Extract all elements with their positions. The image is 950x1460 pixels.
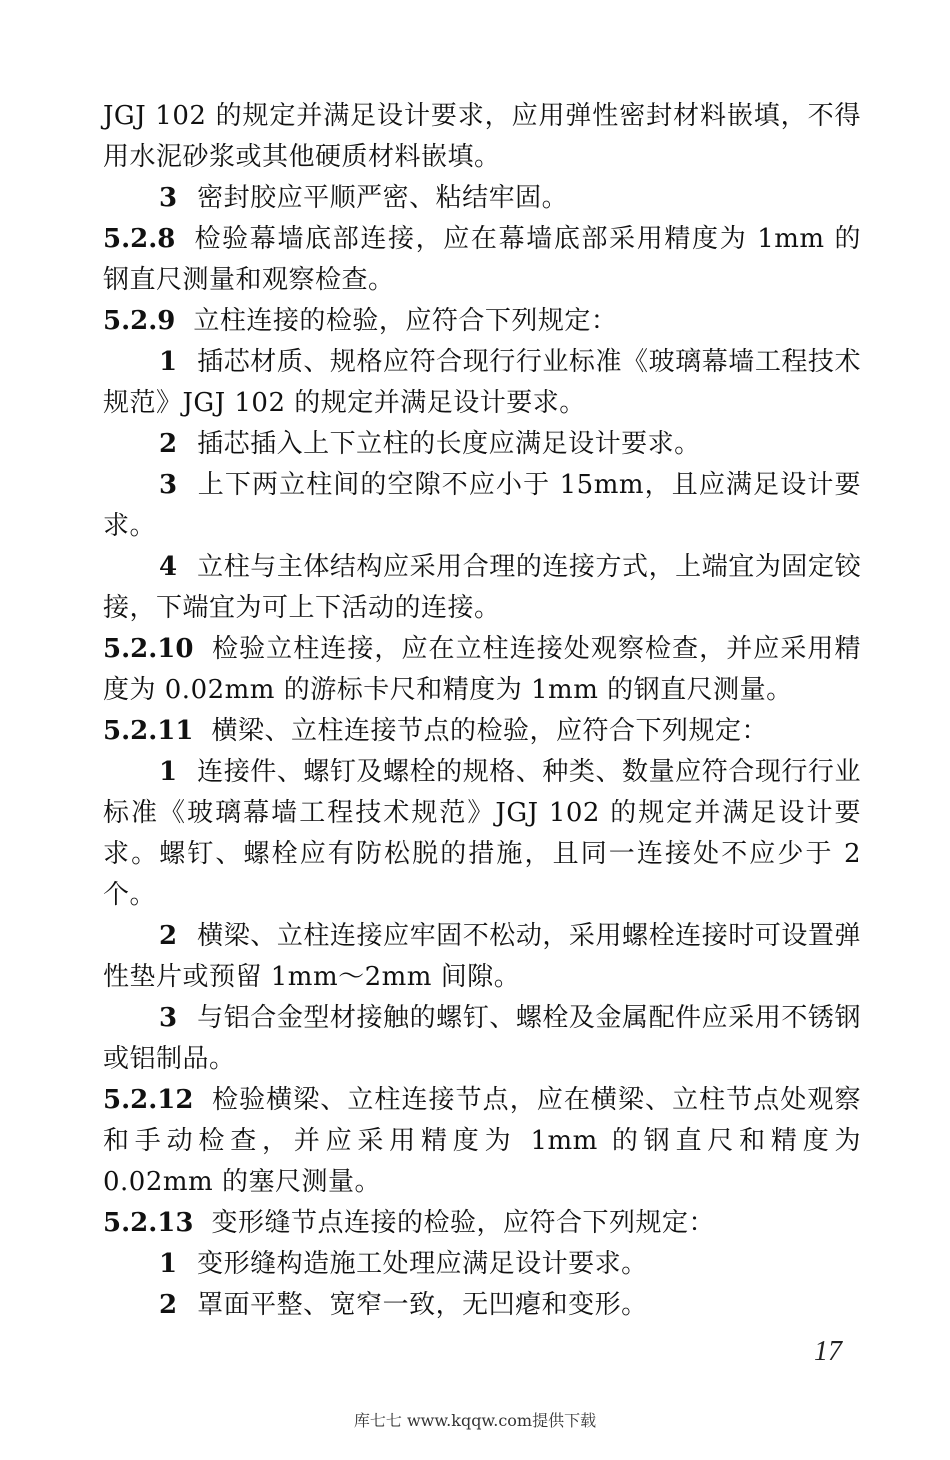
paragraph-text: 插芯插入上下立柱的长度应满足设计要求。 (197, 429, 701, 459)
list-item-paragraph (103, 424, 861, 465)
item-number: 3 (159, 470, 178, 500)
paragraph-text: 密封胶应平顺严密、粘结牢固。 (197, 183, 569, 213)
item-number: 2 (159, 921, 178, 951)
list-item-paragraph (103, 916, 861, 998)
list-item-paragraph (103, 1285, 861, 1326)
clause-paragraph (103, 1080, 861, 1203)
continuation-paragraph (103, 96, 861, 178)
list-item-paragraph (103, 178, 861, 219)
list-item-paragraph (103, 465, 861, 547)
item-number: 1 (159, 757, 178, 787)
paragraph-text: 检验横梁、立柱连接节点，应在横梁、立柱节点处观察和手动检查，并应采用精度为 1mm 的钢直尺和精度为 0.02mm 的塞尺测量。 (103, 1085, 861, 1197)
clause-number: 5.2.8 (103, 224, 176, 254)
clause-number: 5.2.11 (103, 716, 194, 746)
paragraph-text: 检验幕墙底部连接，应在幕墙底部采用精度为 1mm 的钢直尺测量和观察检查。 (103, 224, 861, 295)
list-item-paragraph (103, 342, 861, 424)
paragraph-text: 检验立柱连接，应在立柱连接处观察检查，并应采用精度为 0.02mm 的游标卡尺和精度为 1mm 的钢直尺测量。 (103, 634, 861, 705)
paragraph-text: JGJ 102 的规定并满足设计要求，应用弹性密封材料嵌填，不得用水泥砂浆或其他硬质材料嵌填。 (103, 101, 861, 172)
clause-paragraph (103, 711, 861, 752)
clause-number: 5.2.13 (103, 1208, 194, 1238)
paragraph-text: 变形缝构造施工处理应满足设计要求。 (197, 1249, 648, 1279)
body-text (103, 96, 861, 1326)
footer-watermark-text: 库七七 www.kqqw.com提供下载 (353, 1411, 597, 1430)
paragraph-text: 插芯材质、规格应符合现行行业标准《玻璃幕墙工程技术规范》JGJ 102 的规定并满足设计要求。 (103, 347, 861, 418)
paragraph-text: 上下两立柱间的空隙不应小于 15mm，且应满足设计要求。 (103, 470, 861, 541)
clause-paragraph (103, 1203, 861, 1244)
paragraph-text: 变形缝节点连接的检验，应符合下列规定： (211, 1208, 715, 1238)
list-item-paragraph (103, 752, 861, 916)
item-number: 3 (159, 1003, 178, 1033)
list-item-paragraph (103, 1244, 861, 1285)
clause-number: 5.2.12 (103, 1085, 194, 1115)
paragraph-text: 立柱连接的检验，应符合下列规定： (193, 306, 618, 336)
clause-paragraph (103, 301, 861, 342)
paragraph-text: 连接件、螺钉及螺栓的规格、种类、数量应符合现行行业标准《玻璃幕墙工程技术规范》JGJ 102 的规定并满足设计要求。螺钉、螺栓应有防松脱的措施，且同一连接处不应少于 2 个。 (103, 757, 861, 910)
item-number: 1 (159, 1249, 178, 1279)
item-number: 3 (159, 183, 178, 213)
clause-paragraph (103, 629, 861, 711)
item-number: 1 (159, 347, 178, 377)
paragraph-text: 立柱与主体结构应采用合理的连接方式，上端宜为固定铰接，下端宜为可上下活动的连接。 (103, 552, 861, 623)
item-number: 2 (159, 429, 178, 459)
list-item-paragraph (103, 547, 861, 629)
paragraph-text: 罩面平整、宽窄一致，无凹瘪和变形。 (197, 1290, 648, 1320)
clause-number: 5.2.9 (103, 306, 176, 336)
paragraph-text: 横梁、立柱连接应牢固不松动，采用螺栓连接时可设置弹性垫片或预留 1mm～2mm 间隙。 (103, 921, 861, 992)
clause-paragraph (103, 219, 861, 301)
page-number: 17 (814, 1336, 842, 1367)
item-number: 4 (159, 552, 178, 582)
list-item-paragraph (103, 998, 861, 1080)
paragraph-text: 横梁、立柱连接节点的检验，应符合下列规定： (211, 716, 768, 746)
paragraph-text: 与铝合金型材接触的螺钉、螺栓及金属配件应采用不锈钢或铝制品。 (103, 1003, 861, 1074)
clause-number: 5.2.10 (103, 634, 194, 664)
item-number: 2 (159, 1290, 178, 1320)
